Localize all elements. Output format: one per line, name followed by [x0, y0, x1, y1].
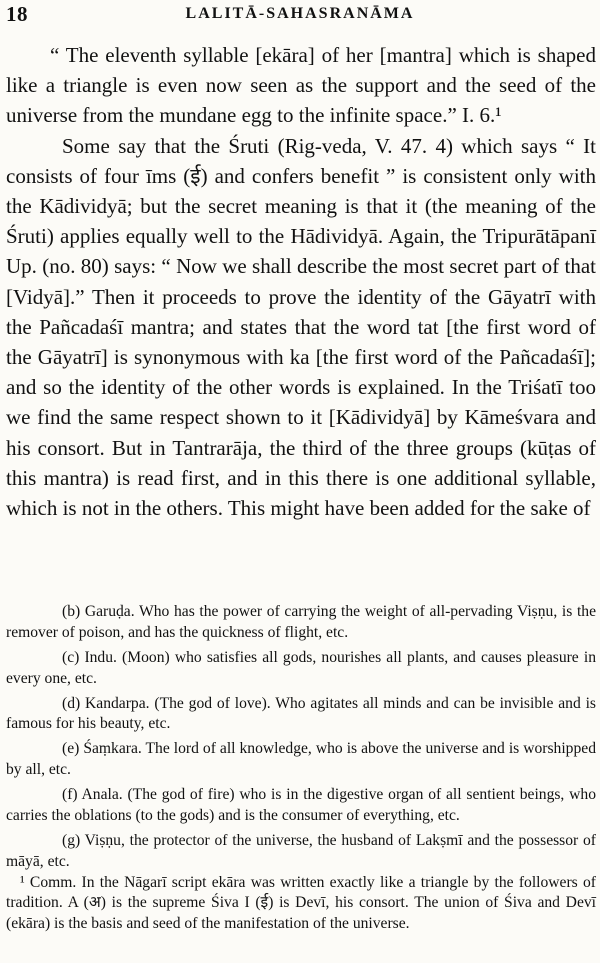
footnote-item-d: (d) Kandarpa. (The god of love). Who agitates all minds and can be invisible and is famous for his beauty, etc.	[6, 694, 596, 733]
footnote-item-b: (b) Garuḍa. Who has the power of carrying the weight of all-pervading Viṣṇu, is the remover of poison, and has the quickness of flight, etc.	[6, 603, 596, 641]
footnotes	[6, 602, 596, 935]
paragraph-sruti-discussion: Some say that the Śruti (Rig-veda, V. 47. 4) which says “ It consists of four īms (ई) and confers benefit ” is consistent only with the Kādividyā; but the secret meaning is that it (the meaning of the Śruti) applies equally well to the Hādividyā. Again, the Tripurātāpanī Up. (no. 80) says: “ Now we shall describe the most secret part of that [Vidyā].” Then it proceeds to prove the identity of the Gāyatrī with the Pañcadaśī mantra; and states that the word tat [the first word of the Gāyatrī] is synonymous with ka [the first word of the Pañcadaśī]; and so the identity of the other words is explained. In the Triśatī too we find the same respect shown to it [Kādividyā] by Kāmeśvara and his consort. But in Tantrarāja, the third of the three groups (kūṭas of this mantra) is read first, and in this there is one additional syllable, which is not in the others. This might have been added for the sake of	[6, 133, 596, 521]
page-header	[0, 0, 600, 32]
main-text	[6, 40, 596, 523]
footnote-item-e: (e) Śaṃkara. The lord of all knowledge, who is above the universe and is worshipped by all, etc.	[6, 740, 596, 779]
commentary-footnote: ¹ Comm. In the Nāgarī script ekāra was written exactly like a triangle by the followers of tradition. A (अ) is the supreme Śiva I (ई) is Devī, his consort. The union of Śiva and Devī (ekāra) is the basis and seed of the manifestation of the universe.	[6, 873, 596, 933]
footnote-item-f: (f) Anala. (The god of fire) who is in the digestive organ of all sentient beings, who carries the oblations (to the gods) and is the consumer of everything, etc.	[6, 786, 596, 824]
running-title: LALITĀ-SAHASRANĀMA	[185, 5, 415, 22]
page-number: 18	[6, 2, 28, 26]
footnote-item-g: (g) Viṣṇu, the protector of the universe, the husband of Lakṣmī and the possessor of māyā, etc.	[6, 831, 596, 870]
footnote-item-c: (c) Indu. (Moon) who satisfies all gods, nourishes all plants, and causes pleasure in every one, etc.	[6, 648, 596, 687]
paragraph-quotation: “ The eleventh syllable [ekāra] of her [mantra] which is shaped like a triangle is even now seen as the support and the seed of the universe from the mundane egg to the infinite space.” I. 6.¹	[6, 43, 596, 128]
